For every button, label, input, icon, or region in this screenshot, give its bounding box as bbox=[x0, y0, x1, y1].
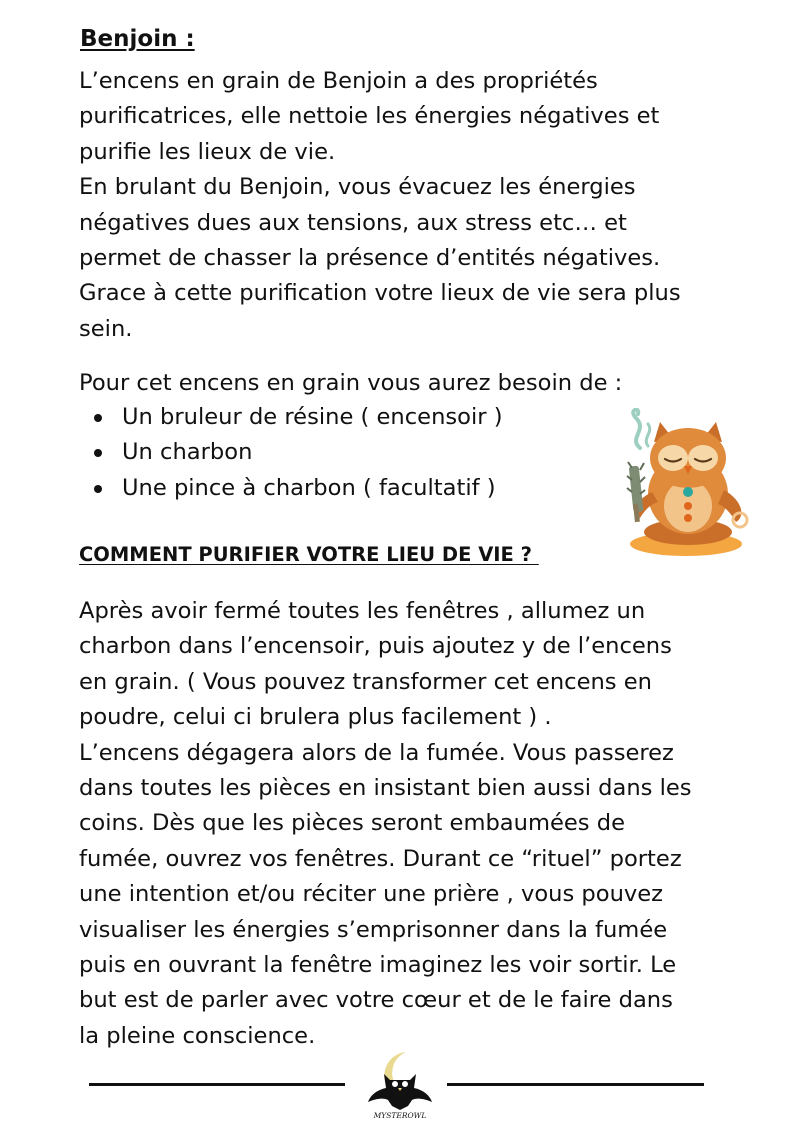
text-line: visualiser les énergies s’emprisonner dans la fumée bbox=[79, 916, 668, 943]
list-item bbox=[94, 435, 503, 470]
bullet-icon bbox=[94, 414, 102, 422]
smoke-icon bbox=[633, 410, 640, 448]
text-line: poudre, celui ci brulera plus facilement ) . bbox=[79, 704, 552, 731]
gem-icon bbox=[684, 502, 692, 510]
text-line: charbon dans l’encensoir, puis ajoutez y de l’encens bbox=[79, 633, 672, 660]
owl-eye-mask bbox=[688, 445, 718, 471]
smoke-icon bbox=[646, 424, 649, 446]
gem-icon bbox=[683, 487, 693, 497]
text-line: Grace à cette purification votre lieux de vie sera plus bbox=[79, 280, 681, 307]
list-item-label: Un charbon bbox=[122, 439, 253, 466]
text-line: sein. bbox=[79, 315, 133, 342]
text-line: Après avoir fermé toutes les fenêtres , allumez un bbox=[79, 598, 646, 624]
gem-icon bbox=[684, 514, 692, 522]
section-heading: COMMENT PURIFIER VOTRE LIEU DE VIE ? bbox=[79, 543, 539, 566]
text-line: L’encens dégagera alors de la fumée. Vous passerez bbox=[79, 739, 674, 766]
text-line: purificatrices, elle nettoie les énergies négatives et bbox=[79, 103, 660, 130]
owl-eye-mask bbox=[658, 445, 688, 471]
text-line: négatives dues aux tensions, aux stress etc… et bbox=[79, 209, 627, 236]
text-line: En brulant du Benjoin, vous évacuez les énergies bbox=[79, 174, 636, 201]
list-item-label: Une pince à charbon ( facultatif ) bbox=[122, 474, 496, 501]
intro-paragraph bbox=[79, 64, 681, 347]
text-line: but est de parler avec votre cœur et de le faire dans bbox=[79, 987, 673, 1014]
text-line: dans toutes les pièces en insistant bien aussi dans les bbox=[79, 775, 692, 802]
list-item-label: Un bruleur de résine ( encensoir ) bbox=[122, 404, 503, 430]
bullet-icon bbox=[94, 485, 102, 493]
page-title: Benjoin : bbox=[80, 26, 195, 52]
footer-divider bbox=[447, 1083, 704, 1086]
text-line: purifie les lieux de vie. bbox=[79, 138, 336, 165]
list-item bbox=[94, 471, 503, 506]
text-line: en grain. ( Vous pouvez transformer cet encens en bbox=[79, 668, 652, 695]
supplies-list bbox=[94, 400, 503, 506]
footer-divider bbox=[89, 1083, 345, 1086]
text-line: L’encens en grain de Benjoin a des propriétés bbox=[79, 68, 598, 94]
bullet-icon bbox=[94, 449, 102, 457]
text-line: fumée, ouvrez vos fenêtres. Durant ce “rituel” portez bbox=[79, 845, 682, 872]
text-line: permet de chasser la présence d’entités négatives. bbox=[79, 245, 661, 272]
list-item bbox=[94, 400, 503, 435]
text-line: la pleine conscience. bbox=[79, 1022, 316, 1049]
owl-silhouette-icon bbox=[368, 1074, 432, 1110]
supplies-intro: Pour cet encens en grain vous aurez besoin de : bbox=[79, 370, 623, 396]
text-line: coins. Dès que les pièces seront embaumées de bbox=[79, 810, 625, 837]
mysterowl-logo bbox=[362, 1048, 438, 1120]
meditating-owl-illustration bbox=[618, 408, 758, 560]
text-line: une intention et/ou réciter une prière , vous pouvez bbox=[79, 881, 664, 908]
procedure-paragraph bbox=[79, 594, 692, 1054]
logo-wordmark: MYSTEROWL bbox=[373, 1111, 427, 1120]
text-line: puis en ouvrant la fenêtre imaginez les voir sortir. Le bbox=[79, 952, 677, 979]
